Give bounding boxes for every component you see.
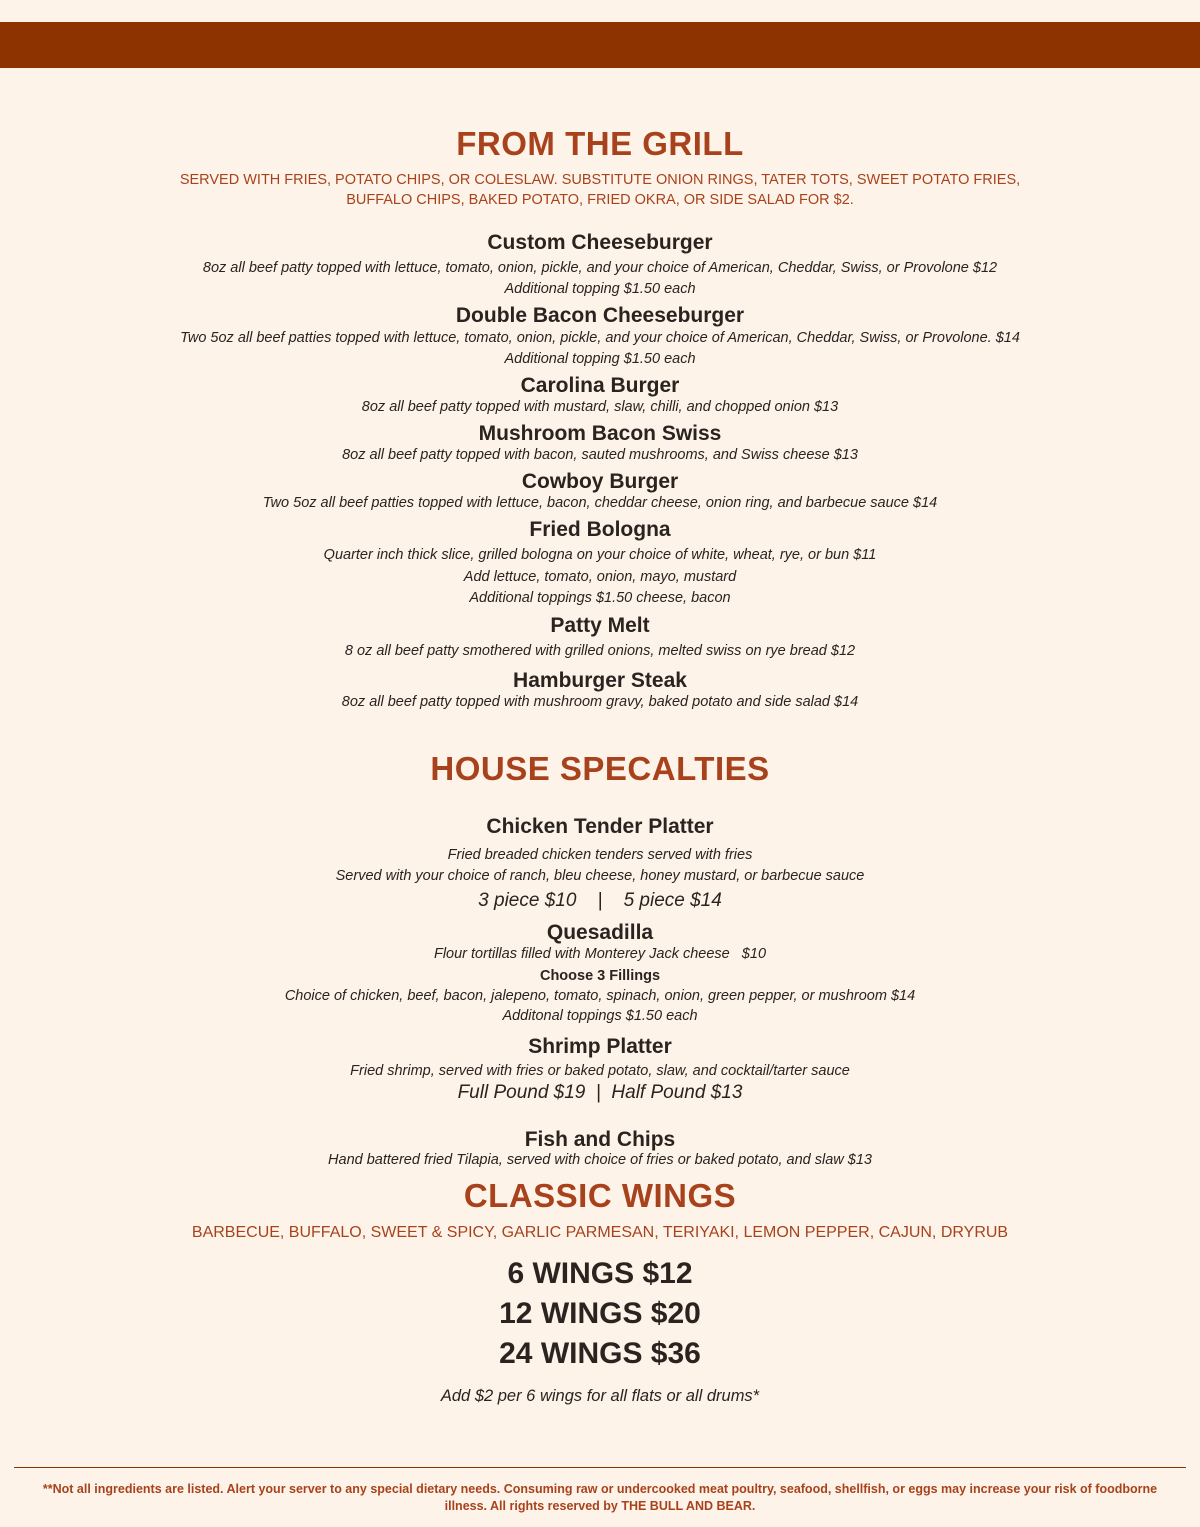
grill-sides-note: BUFFALO CHIPS, BAKED POTATO, FRIED OKRA, OR SIDE SALAD FOR $2. [346,192,854,208]
menu-item-prices: Full Pound $19 | Half Pound $13 [457,1082,743,1103]
menu-item-title: Chicken Tender Platter [486,815,714,838]
menu-item-title: Fish and Chips [524,1128,676,1151]
menu-item-subheading: Choose 3 Fillings [539,968,661,984]
menu-item-title: Quesadilla [546,921,654,944]
section-title-wings: CLASSIC WINGS [463,1177,737,1214]
top-banner [0,22,1200,68]
menu-item-description: 8oz all beef patty topped with lettuce, tomato, onion, pickle, and your choice of American, Cheddar, Swiss, or Provolone $12 [202,260,998,276]
menu-item-description: Choice of chicken, beef, bacon, jalepeno, tomato, spinach, onion, green pepper, or mushroom $14 [284,988,916,1004]
menu-item-description: Fried shrimp, served with fries or baked potato, slaw, and cocktail/tarter sauce [350,1063,850,1079]
menu-item-description: 8 oz all beef patty smothered with grilled onions, melted swiss on rye bread $12 [344,643,856,659]
wing-option: 6 WINGS $12 [507,1257,693,1290]
menu-item-title: Patty Melt [550,614,650,637]
menu-item-title: Cowboy Burger [521,470,679,493]
menu-item-description: Flour tortillas filled with Monterey Jack cheese $10 [433,946,767,962]
menu-item-title: Fried Bologna [529,518,671,541]
menu-item-description: Fried breaded chicken tenders served with fries [447,847,753,863]
wing-option: 24 WINGS $36 [499,1337,701,1370]
menu-item-description: Additional toppings $1.50 cheese, bacon [469,590,731,606]
section-title-grill: FROM THE GRILL [456,125,744,162]
menu-item-description: Served with your choice of ranch, bleu cheese, honey mustard, or barbecue sauce [335,868,865,884]
menu-item-description: 8oz all beef patty topped with mustard, slaw, chilli, and chopped onion $13 [361,399,839,415]
wing-add-note: Add $2 per 6 wings for all flats or all drums* [440,1387,760,1405]
menu-item-title: Double Bacon Cheeseburger [455,304,745,327]
menu-item-description: Two 5oz all beef patties topped with lettuce, tomato, onion, pickle, and your choice of American, Cheddar, Swiss, or Provolone. $14 [180,330,1020,346]
grill-sides-note: SERVED WITH FRIES, POTATO CHIPS, OR COLESLAW. SUBSTITUTE ONION RINGS, TATER TOTS, SWEET POTATO FRIES, [179,172,1021,188]
footer-divider [14,1467,1186,1468]
menu-item-description: Quarter inch thick slice, grilled bologna on your choice of white, wheat, rye, or bun $11 [323,547,877,563]
section-title-house: HOUSE SPECALTIES [430,750,770,787]
menu-item-description: Additonal toppings $1.50 each [502,1008,698,1024]
menu-item-title: Carolina Burger [520,374,680,397]
wing-flavors: BARBECUE, BUFFALO, SWEET & SPICY, GARLIC PARMESAN, TERIYAKI, LEMON PEPPER, CAJUN, DRYRUB [191,1224,1009,1241]
menu-item-description: Add lettuce, tomato, onion, mayo, mustard [463,569,737,585]
menu-item-description: Two 5oz all beef patties topped with lettuce, bacon, cheddar cheese, onion ring, and barbecue sauce $14 [262,495,938,511]
menu-item-description: 8oz all beef patty topped with bacon, sauted mushrooms, and Swiss cheese $13 [342,447,858,463]
menu-item-description: Additional topping $1.50 each [504,351,696,367]
menu-item-description: Additional topping $1.50 each [504,281,696,297]
menu-item-title: Shrimp Platter [528,1035,672,1058]
menu-item-title: Custom Cheeseburger [487,231,713,254]
menu-item-prices: 3 piece $10 | 5 piece $14 [478,890,722,911]
menu-item-description: Hand battered fried Tilapia, served with choice of fries or baked potato, and slaw $13 [328,1152,872,1168]
wing-option: 12 WINGS $20 [499,1297,701,1330]
menu-item-title: Mushroom Bacon Swiss [478,422,722,445]
footer-disclaimer: **Not all ingredients are listed. Alert your server to any special dietary needs. Consuming raw or undercooked meat poultry, seafood, shellfish, or eggs may increase your risk of foodborne [42,1482,1158,1496]
menu-item-description: 8oz all beef patty topped with mushroom gravy, baked potato and side salad $14 [341,694,859,710]
footer-disclaimer: illness. All rights reserved by THE BULL AND BEAR. [444,1499,756,1513]
menu-item-title: Hamburger Steak [513,669,687,692]
